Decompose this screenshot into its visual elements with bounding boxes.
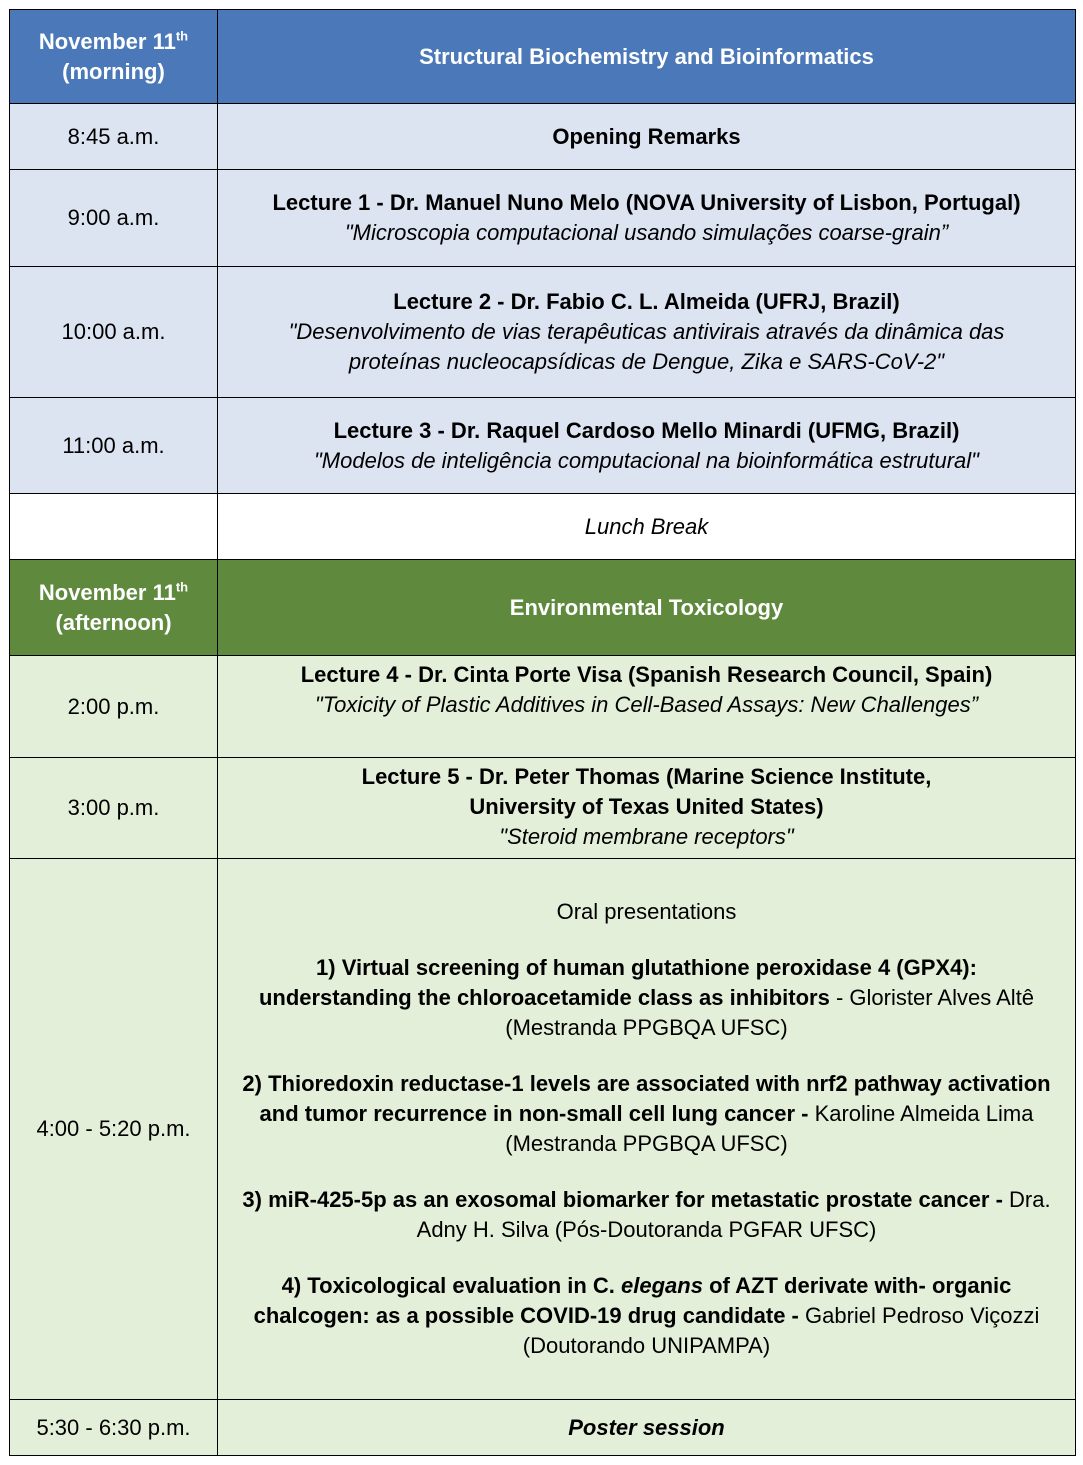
lecture-cell: [218, 398, 1076, 494]
presenter-affiliation: (Mestranda PPGBQA UFSC): [505, 1131, 788, 1156]
lunch-row: [10, 494, 1076, 560]
presentation-title-line: 2) Thioredoxin reductase-1 levels are associated with nrf2 pathway activation: [242, 1071, 1051, 1096]
morning-date-suffix: th: [175, 28, 189, 44]
presentation-title-line: understanding the chloroacetamide class as inhibitors: [258, 985, 830, 1010]
presentation-item: [224, 1271, 1069, 1361]
lecture-subtitle: "Steroid membrane receptors": [499, 824, 794, 849]
oral-presentations-cell: [218, 859, 1076, 1400]
schedule-row: [10, 104, 1076, 170]
presenter-name: - Glorister Alves Altê: [829, 985, 1035, 1010]
schedule-row: [10, 758, 1076, 859]
lecture-cell: [218, 656, 1076, 758]
lunch-break: Lunch Break: [218, 494, 1076, 560]
time-cell: 5:30 - 6:30 p.m.: [10, 1400, 218, 1456]
presentation-item: [224, 953, 1069, 1043]
lecture-heading: Lecture 3 - Dr. Raquel Cardoso Mello Minardi (UFMG, Brazil): [333, 417, 960, 443]
lecture-cell: [218, 758, 1076, 859]
presentation-item: [224, 1185, 1069, 1245]
opening-remarks: Opening Remarks: [218, 104, 1076, 170]
lecture-heading: Lecture 1 - Dr. Manuel Nuno Melo (NOVA University of Lisbon, Portugal): [272, 190, 1021, 215]
oral-presentations-title: Oral presentations: [556, 899, 737, 924]
lecture-heading: Lecture 4 - Dr. Cinta Porte Visa (Spanish Research Council, Spain): [300, 662, 993, 687]
time-cell: 4:00 - 5:20 p.m.: [10, 859, 218, 1400]
schedule-row: [10, 398, 1076, 494]
morning-date: November 11: [38, 28, 176, 54]
lecture-heading-line: Lecture 5 - Dr. Peter Thomas (Marine Science Institute,: [361, 764, 932, 789]
schedule-table: [9, 9, 1076, 1456]
species-name: elegans: [621, 1273, 703, 1298]
presentation-title-line: 1) Virtual screening of human glutathione peroxidase 4 (GPX4):: [316, 955, 977, 980]
time-cell: 8:45 a.m.: [10, 104, 218, 170]
schedule-row: [10, 859, 1076, 1400]
presentation-title-line: 3) miR-425-5p as an exosomal biomarker for metastatic prostate cancer -: [242, 1187, 1003, 1212]
time-cell: 2:00 p.m.: [10, 656, 218, 758]
afternoon-date-cell: [10, 560, 218, 656]
afternoon-session-title: Environmental Toxicology: [218, 560, 1076, 656]
afternoon-header-row: [10, 560, 1076, 656]
morning-header-row: [10, 10, 1076, 104]
presentation-title-line: and tumor recurrence in non-small cell lung cancer -: [259, 1101, 809, 1126]
presenter-affiliation: (Mestranda PPGBQA UFSC): [505, 1015, 788, 1040]
morning-date-cell: [10, 10, 218, 104]
empty-time-cell: [10, 494, 218, 560]
time-cell: 3:00 p.m.: [10, 758, 218, 859]
time-cell: 9:00 a.m.: [10, 170, 218, 267]
lecture-subtitle: "Microscopia computacional usando simulações coarse-grain”: [344, 220, 949, 245]
presenter-affiliation: Adny H. Silva (Pós-Doutoranda PGFAR UFSC): [416, 1217, 877, 1242]
schedule-row: [10, 656, 1076, 758]
presentation-title-line: of AZT derivate with- organic: [702, 1273, 1012, 1298]
lecture-cell: [218, 170, 1076, 267]
afternoon-date: November 11: [38, 579, 176, 605]
lecture-subtitle: "Toxicity of Plastic Additives in Cell-Based Assays: New Challenges”: [314, 692, 979, 717]
lecture-subtitle-line: "Desenvolvimento de vias terapêuticas antivirais através da dinâmica das: [288, 319, 1005, 344]
afternoon-date-suffix: th: [175, 579, 189, 595]
presenter-name: Karoline Almeida Lima: [808, 1101, 1034, 1126]
schedule-row: [10, 170, 1076, 267]
afternoon-period: (afternoon): [55, 609, 172, 635]
schedule-row: [10, 1400, 1076, 1456]
presentation-item: [224, 1069, 1069, 1159]
presenter-affiliation: (Doutorando UNIPAMPA): [522, 1333, 771, 1358]
time-cell: 11:00 a.m.: [10, 398, 218, 494]
schedule-row: [10, 267, 1076, 398]
presenter-name: Gabriel Pedroso Viçozzi: [798, 1303, 1040, 1328]
time-cell: 10:00 a.m.: [10, 267, 218, 398]
presentation-title-line: 4) Toxicological evaluation in C.: [281, 1273, 622, 1298]
lecture-heading: Lecture 2 - Dr. Fabio C. L. Almeida (UFRJ, Brazil): [393, 289, 900, 314]
poster-session: Poster session: [218, 1400, 1076, 1456]
morning-period: (morning): [62, 58, 165, 84]
presenter-name: Dra.: [1002, 1187, 1051, 1212]
lecture-subtitle: "Modelos de inteligência computacional na bioinformática estrutural": [314, 447, 979, 473]
presentation-title-line: chalcogen: as a possible COVID-19 drug candidate -: [253, 1303, 799, 1328]
lecture-subtitle-line: proteínas nucleocapsídicas de Dengue, Zika e SARS-CoV-2": [348, 349, 945, 374]
lecture-cell: [218, 267, 1076, 398]
morning-session-title: Structural Biochemistry and Bioinformatics: [218, 10, 1076, 104]
lecture-heading-line: University of Texas United States): [469, 794, 824, 819]
